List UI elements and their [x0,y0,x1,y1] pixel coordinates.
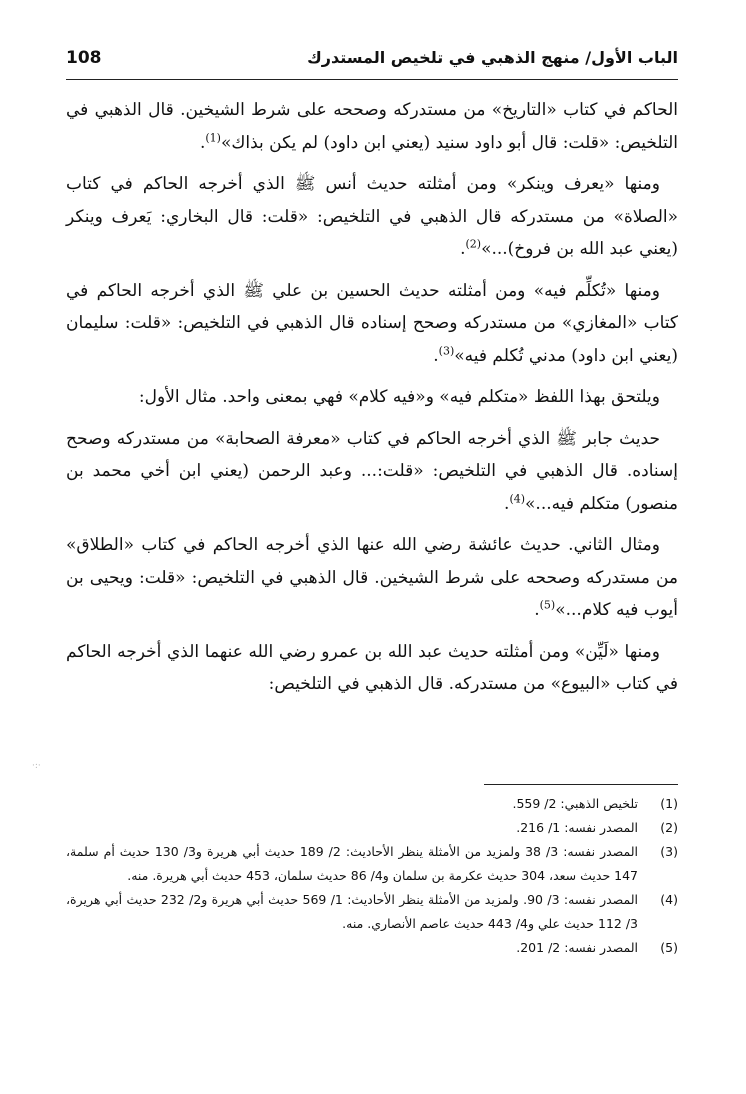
paragraph-6-end: . [534,600,540,620]
running-header [66,44,678,74]
footnote-text: المصدر نفسه: 1/ 216. [516,820,638,835]
footnote-ref-4: (4) [509,491,526,505]
paragraph-3-end: . [433,345,439,366]
footnote-3 [66,840,678,888]
paragraph-2 [66,168,678,266]
footnote-text: المصدر نفسه: 3/ 38 ولمزيد من الأمثلة ينظر الأحاديث: 2/ 189 حديث أبي هريرة و3/ 130 حديث أم سلمة، 147 حديث سعد، 304 حديث عكرمة بن سلمان و4/ 86 حديث سلمان، 453 حديث أبي هريرة. منه. [66,844,639,883]
footnote-ref-1: (1) [205,130,221,144]
paragraph-1-text: الحاكم في كتاب «التاريخ» من مستدركه وصححه على شرط الشيخين. قال الذهبي في التلخيص: «قلت: قال أبو داود سنيد (يعني ابن داود) لم يكن بذاك» [66,100,678,153]
paragraph-2-text: ومنها «يعرف وينكر» ومن أمثلته حديث أنس ﷺ الذي أخرجه الحاكم في كتاب «الصلاة» من مستدركه قال الذهبي في التلخيص: «قلت: قال البخاري: يَعرف وينكر (يعني عبد الله بن فروخ)...» [66,174,678,259]
page-number: 108 [66,48,102,68]
footnote-1 [66,792,678,816]
paragraph-4: ويلتحق بهذا اللفظ «متكلم فيه» و«فيه كلام» فهي بمعنى واحد. مثال الأول: [138,387,660,407]
footnote-ref-5: (5) [539,598,556,612]
paragraph-6 [66,529,678,627]
footnote-rule [484,784,678,785]
footnote-text: المصدر نفسه: 3/ 90. ولمزيد من الأمثلة ينظر الأحاديث: 1/ 569 حديث أبي هريرة و2/ 232 حديث أبي هريرة، 3/ 112 حديث علي و4/ 443 حديث عاصم الأنصاري. منه. [66,892,639,931]
footnote-ref-2: (2) [465,237,482,251]
paragraph-3 [66,275,678,373]
paragraph-5-text: حديث جابر ﷺ الذي أخرجه الحاكم في كتاب «معرفة الصحابة» من مستدركه وصحح إسناده. قال الذهبي في التلخيص: «قلت:... وعبد الرحمن (يعني ابن أخي محمد بن منصور) متكلم فيه...» [66,428,678,514]
footnote-number: (5) [660,940,678,955]
main-text [66,94,678,710]
footnote-number: (4) [660,892,678,907]
footnote-number: (3) [660,844,678,859]
paragraph-5-end: . [504,493,510,514]
paragraph-6-text: ومثال الثاني. حديث عائشة رضي الله عنها الذي أخرجه الحاكم في كتاب «الطلاق» من مستدركه وصححه على شرط الشيخين. قال الذهبي في التلخيص: «قلت: ويحيى بن أيوب فيه كلام...» [66,535,678,620]
footnote-text: تلخيص الذهبي: 2/ 559. [512,796,638,811]
paragraph-1-end: . [199,132,206,153]
footnote-4 [66,888,678,936]
header-rule [66,79,678,80]
paragraph-3-text: ومنها «تُكلِّم فيه» ومن أمثلته حديث الحسين بن علي ﷺ الذي أخرجه الحاكم في كتاب «المغازي» من مستدركه وصحح إسناده قال الذهبي في التلخيص: «قلت: سليمان (يعني ابن داود) مدني تُكلم فيه» [66,280,678,366]
footnotes [66,792,678,960]
footnote-ref-3: (3) [438,343,455,357]
running-title: الباب الأول/ منهج الذهبي في تلخيص المستدرك [307,48,678,67]
paragraph-7: ومنها «لَيِّن» ومن أمثلته حديث عبد الله بن عمرو رضي الله عنهما الذي أخرجه الحاكم في كتاب «البيوع» من مستدركه. قال الذهبي في التلخيص: [66,641,678,694]
footnote-5 [66,936,678,960]
scan-speck: ·:· [32,761,41,771]
footnote-text: المصدر نفسه: 2/ 201. [516,940,638,955]
paragraph-1 [66,94,678,159]
footnote-2 [66,816,678,840]
footnote-number: (2) [660,820,678,835]
paragraph-5 [66,423,678,521]
paragraph-2-end: . [460,239,466,259]
footnote-number: (1) [660,796,678,811]
